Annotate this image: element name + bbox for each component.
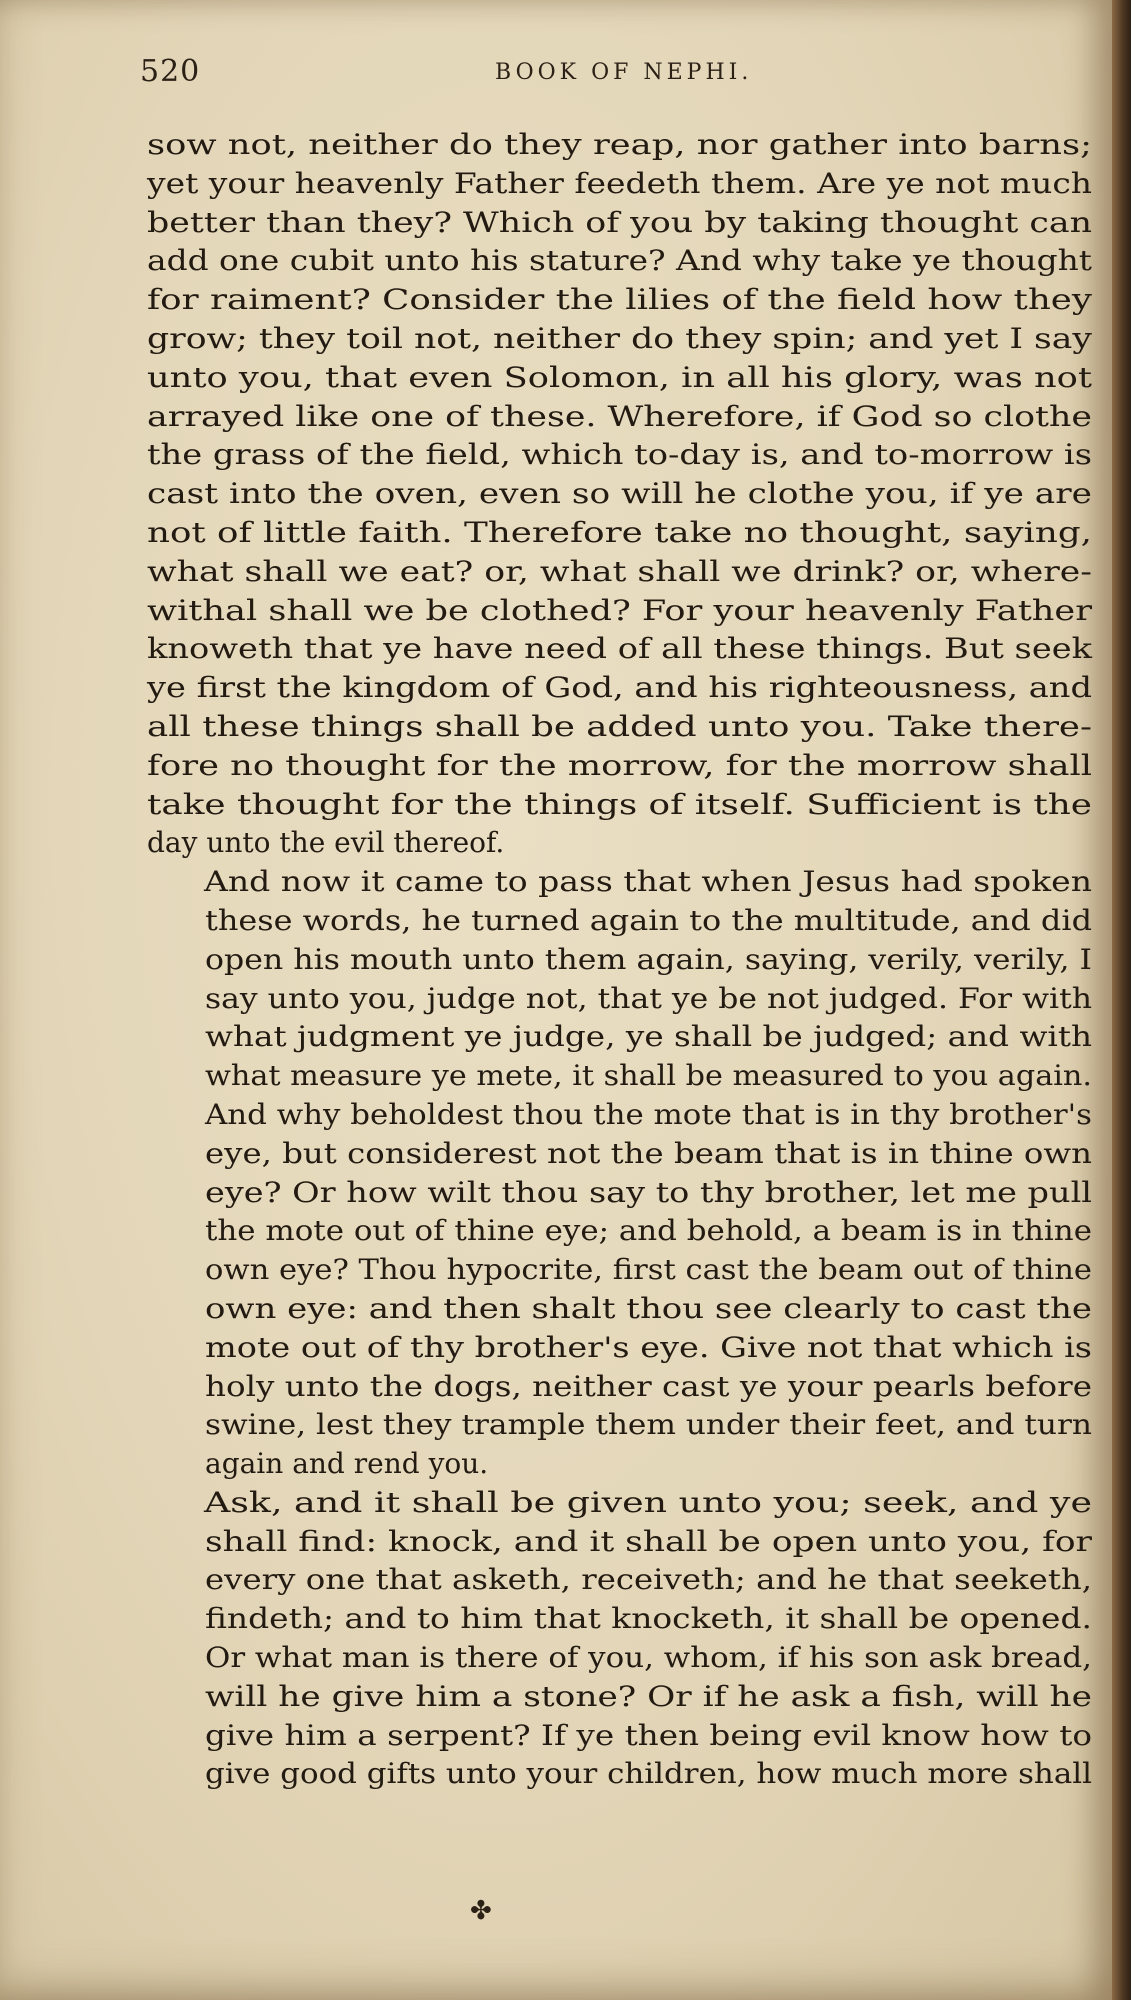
text-line: own eye? Thou hypocrite, first cast the beam out of thine <box>205 1253 1092 1287</box>
text-line: arrayed like one of these. Wherefore, if God so clothe <box>147 399 1092 433</box>
page-body <box>147 126 1092 1794</box>
text-line: will he give him a stone? Or if he ask a fish, will he <box>205 1679 1092 1713</box>
text-line: fore no thought for the morrow, for the morrow shall <box>147 748 1092 782</box>
text-line: take thought for the things of itself. Sufficient is the <box>147 787 1092 821</box>
text-line: findeth; and to him that knocketh, it shall be opened. <box>205 1602 1092 1636</box>
text-line: the mote out of thine eye; and behold, a beam is in thine <box>205 1214 1092 1248</box>
page-header <box>140 54 970 104</box>
text-line: own eye: and then shalt thou see clearly to cast the <box>205 1291 1092 1325</box>
text-line: the grass of the field, which to-day is, and to-morrow is <box>147 438 1092 472</box>
text-line: every one that asketh, receiveth; and he that seeketh, <box>205 1563 1092 1597</box>
text-line: mote out of thy brother's eye. Give not that which is <box>205 1330 1092 1364</box>
text-line: Or what man is there of you, whom, if his son ask bread, <box>205 1641 1092 1675</box>
text-line: withal shall we be clothed? For your heavenly Father <box>147 593 1092 627</box>
text-line: eye? Or how wilt thou say to thy brother, let me pull <box>205 1175 1092 1209</box>
text-line: knoweth that ye have need of all these things. But seek <box>147 632 1092 666</box>
text-line: give him a serpent? If ye then being evil know how to <box>205 1718 1092 1752</box>
text-line: holy unto the dogs, neither cast ye your pearls before <box>205 1369 1092 1403</box>
text-line: again and rend you. <box>205 1447 489 1481</box>
text-line: add one cubit unto his stature? And why take ye thought <box>147 244 1092 278</box>
text-line: And why beholdest thou the mote that is in thy brother's <box>205 1097 1092 1131</box>
text-line: cast into the oven, even so will he clothe you, if ye are <box>147 477 1092 511</box>
paragraph-start-line: And now it came to pass that when Jesus had spoken <box>204 865 1092 899</box>
text-line: ye first the kingdom of God, and his righteousness, and <box>147 671 1092 705</box>
text-line: grow; they toil not, neither do they spin; and yet I say <box>147 321 1092 355</box>
text-line: open his mouth unto them again, saying, verily, verily, I <box>205 942 1092 976</box>
text-line: shall find: knock, and it shall be open unto you, for <box>205 1524 1092 1558</box>
text-line: all these things shall be added unto you. Take there- <box>147 709 1092 743</box>
paragraph-start-line: Ask, and it shall be given unto you; seek, and ye <box>204 1485 1092 1519</box>
text-line: unto you, that even Solomon, in all his glory, was not <box>147 360 1092 394</box>
page-number: 520 <box>140 54 201 89</box>
text-line: give good gifts unto your children, how much more shall <box>205 1757 1092 1791</box>
text-line: yet your heavenly Father feedeth them. Are ye not much <box>147 166 1092 200</box>
text-line: better than they? Which of you by taking thought can <box>147 205 1092 239</box>
book-edge <box>1112 0 1131 2000</box>
text-line: what judgment ye judge, ye shall be judged; and with <box>205 1020 1092 1054</box>
text-line: for raiment? Consider the lilies of the field how they <box>147 283 1092 317</box>
text-line: day unto the evil thereof. <box>147 826 505 860</box>
text-line: say unto you, judge not, that ye be not judged. For with <box>205 981 1092 1015</box>
running-head: BOOK OF NEPHI. <box>495 60 753 85</box>
text-line: what measure ye mete, it shall be measured to you again. <box>205 1059 1092 1093</box>
text-line: sow not, neither do they reap, nor gather into barns; <box>147 128 1092 161</box>
text-line: what shall we eat? or, what shall we drink? or, where- <box>147 554 1092 588</box>
text-line: swine, lest they trample them under their feet, and turn <box>205 1408 1092 1442</box>
fleuron-ornament-icon: ✤ <box>470 1896 492 1926</box>
text-line: these words, he turned again to the multitude, and did <box>205 903 1092 937</box>
text-line: not of little faith. Therefore take no thought, saying, <box>147 515 1092 549</box>
text-line: eye, but considerest not the beam that is in thine own <box>205 1136 1092 1170</box>
